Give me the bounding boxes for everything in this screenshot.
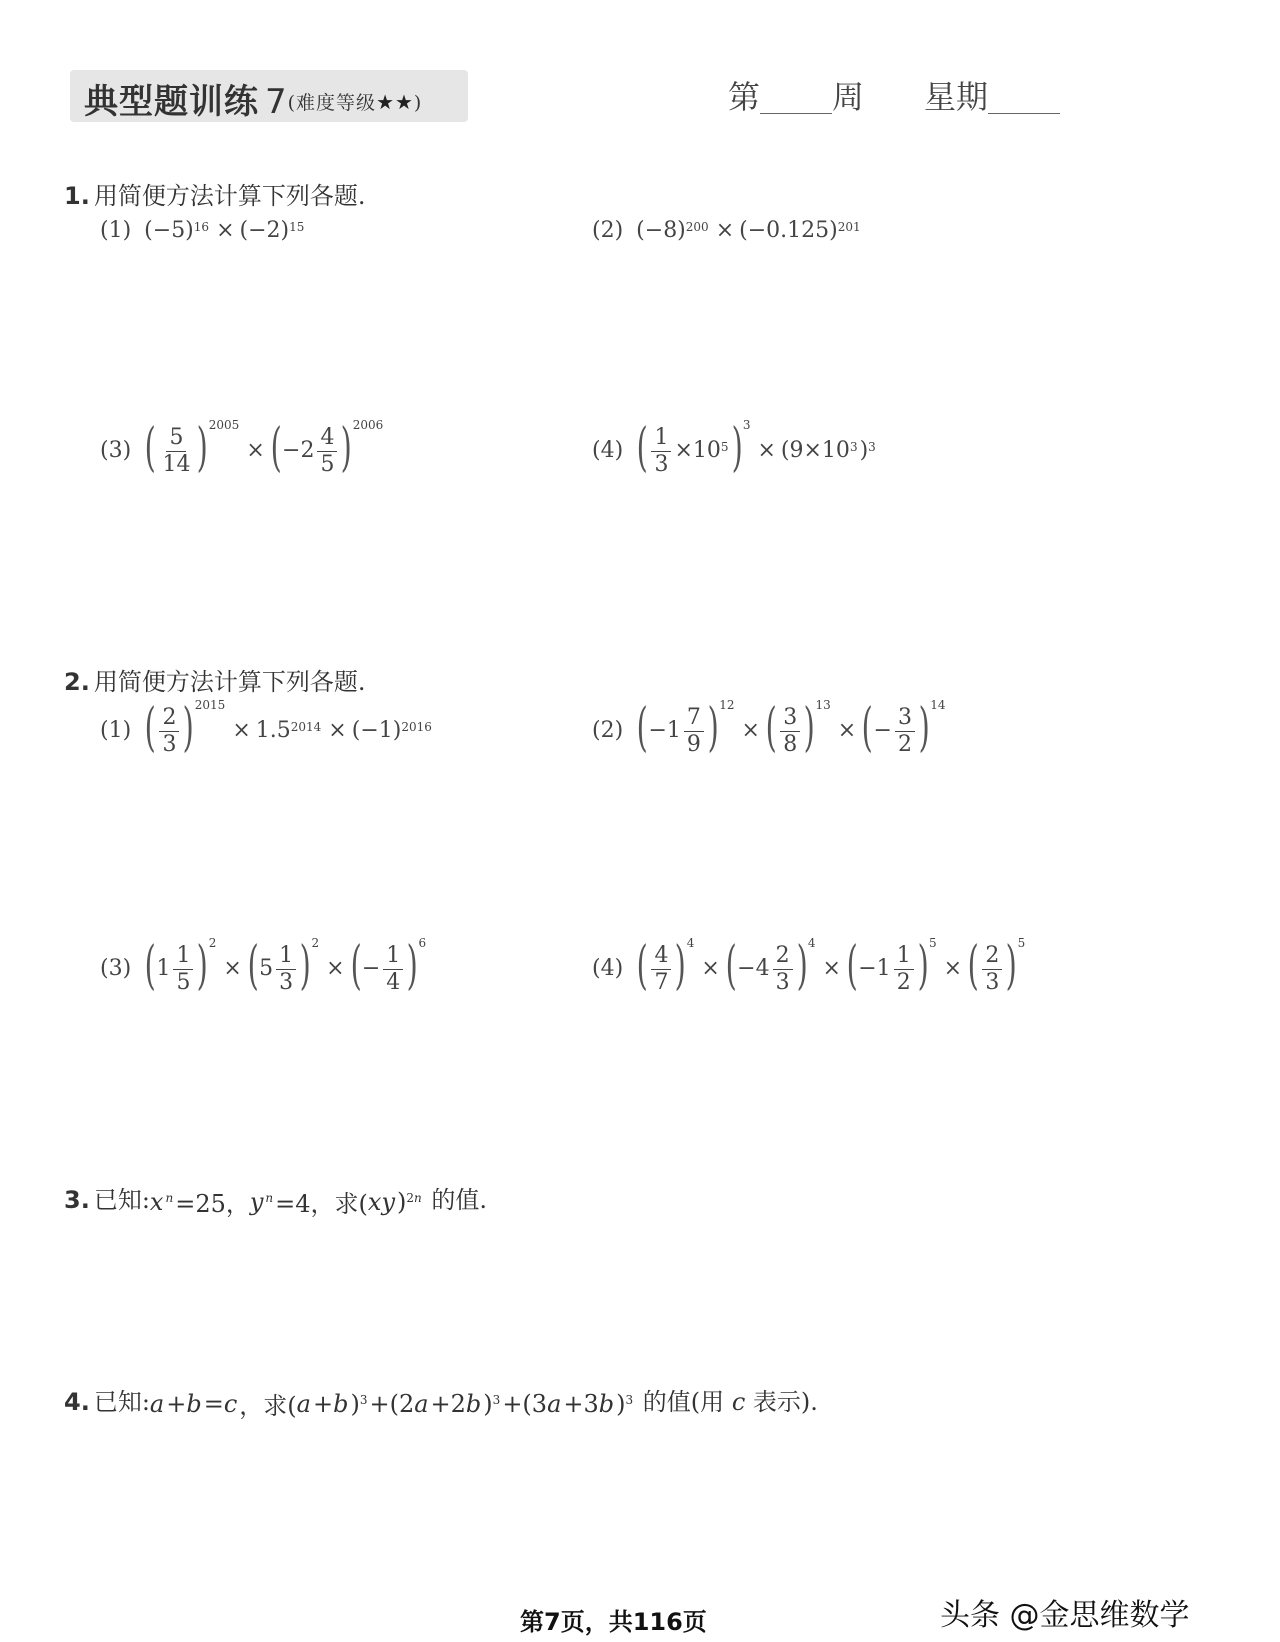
variable-c: c [731,1388,746,1416]
question-1 [64,176,365,211]
item-label: (2) [592,718,624,743]
math-expression: ( $\frac{5}{14}$ ) 2005 × ( −2 $\frac{4}{5}$ ) 2006 [144,418,384,478]
item-label: (2) [592,218,624,243]
math-expression: a + b = c ，求( a + b ) $^3$ +(2 a +2 b ) $^3$ +(3 a +3 b ) $^3$ [149,1389,634,1420]
item-label: (4) [592,956,624,981]
question-prompt: 用简便方法计算下列各题. [93,668,366,696]
week-suffix: 周 [832,78,865,116]
question-number: 3. [64,1186,90,1214]
math-expression: ( $\frac{2}{3}$ ) 2015 × 1.5 $^{2014}$ × (−1) $^{2016}$ [144,698,432,758]
math-expression: ( −1 $\frac{7}{9}$ ) 12 × ( $\frac{3}{8}$ ) 13 × ( − $\frac{3}{2}$ ) 14 [636,698,946,758]
week-blank[interactable] [760,83,832,114]
question-prompt-a: 已知: [93,1388,150,1416]
q1-item-1 [100,220,306,242]
item-label: (3) [100,438,132,463]
weekday-label: 星期 [924,78,989,116]
math-expression: ( $\frac{1}{3}$ ×10 $^5$ ) 3 × (9×10 $^3$ ) $^3$ [636,418,876,478]
question-prompt: 用简便方法计算下列各题. [93,182,366,210]
difficulty-stars: ★★ [376,90,414,114]
watermark: 头条 @金思维数学 [940,1598,1190,1633]
q2-item-4 [592,936,1027,996]
page-info: 第7页，共116页 [520,1608,707,1636]
q1-item-4 [592,418,878,478]
question-number: 1. [64,182,90,210]
math-expression: (−5) $^{16}$ × (−2) $^{15}$ [144,218,305,243]
item-label: (3) [100,956,132,981]
q1-item-2 [592,220,863,242]
q2-item-3 [100,936,428,996]
q2-item-2 [592,698,948,758]
question-number: 4. [64,1388,90,1416]
question-prompt-a: 已知: [93,1186,150,1214]
q1-item-3 [100,418,385,478]
question-number: 2. [64,668,90,696]
question-3 [64,1180,487,1219]
title-text: 典型题训练 [84,82,259,122]
question-prompt-b: 的值. [431,1186,488,1214]
question-2 [64,662,365,697]
math-expression: ( $\frac{4}{7}$ ) 4 × ( −4 $\frac{2}{3}$ ) 4 × ( −1 $\frac{1}{2}$ ) 5 × ( $\frac{2}{3}$ ) 5 [636,936,1026,996]
item-label: (1) [100,718,132,743]
week-prefix: 第 [728,78,761,116]
math-expression: x $^n$ =25， y $^n$ =4，求( xy ) $^{2n}$ [149,1187,422,1218]
question-prompt-c: 表示). [752,1388,818,1416]
question-4 [64,1382,818,1421]
item-label: (4) [592,438,624,463]
weekday-blank[interactable] [988,83,1060,114]
item-label: (1) [100,218,132,243]
title-number: 7 [265,82,288,122]
math-expression: (−8) $^{200}$ × (−0.125) $^{201}$ [636,218,861,243]
worksheet-title [84,74,422,123]
week-day-fields [728,72,1060,118]
question-prompt-b: 的值(用 [642,1388,725,1416]
q2-item-1 [100,698,434,758]
math-expression: ( 1 $\frac{1}{5}$ ) 2 × ( 5 $\frac{1}{3}$ ) 2 × ( − $\frac{1}{4}$ ) 6 [144,936,427,996]
difficulty-label: (难度等级★★) [287,90,423,114]
